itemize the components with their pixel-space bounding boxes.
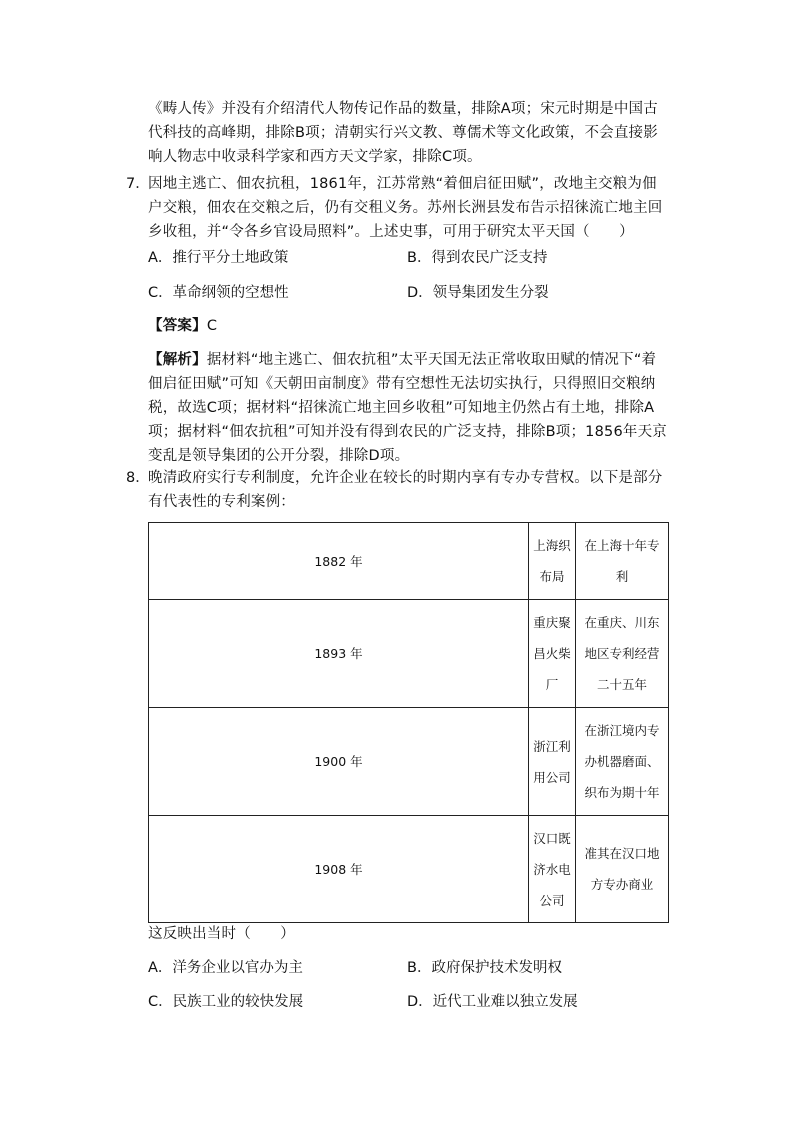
q8-option-b[interactable]: B．政府保护技术发明权 bbox=[407, 960, 562, 976]
right-line: 准其在汉口地 bbox=[584, 846, 660, 861]
q7-option-c[interactable]: C．革命纲领的空想性 bbox=[148, 285, 289, 301]
question-8-tail: 这反映出当时（ ） bbox=[148, 926, 295, 942]
company-line: 公司 bbox=[539, 892, 565, 908]
previous-explanation: 《畴人传》并没有介绍清代人物传记作品的数量，排除A项；宋元时期是中国古代科技的高峰期，排除B项；清朝实行兴文教、尊儒术等文化政策，不会直接影响人物志中收录科学家和西方天文学家，排除C项。 bbox=[148, 101, 658, 165]
right-line: 利 bbox=[615, 569, 629, 584]
table-row bbox=[149, 600, 669, 708]
question-7-number: 7． bbox=[126, 176, 150, 192]
company-line: 用公司 bbox=[533, 769, 571, 785]
q8-option-c[interactable]: C．民族工业的较快发展 bbox=[148, 994, 304, 1010]
company-line: 厂 bbox=[545, 677, 559, 692]
company-line: 重庆聚 bbox=[533, 615, 571, 630]
q7-analysis bbox=[148, 348, 668, 468]
patent-right-cell bbox=[576, 600, 669, 708]
right-line: 织布为期十年 bbox=[584, 785, 660, 800]
company-line: 昌火柴 bbox=[533, 646, 571, 661]
company-line: 浙江利 bbox=[533, 738, 571, 754]
year-cell: 1908 年 bbox=[149, 816, 529, 923]
q7-option-b[interactable]: B．得到农民广泛支持 bbox=[407, 250, 548, 266]
company-line: 上海织 bbox=[533, 538, 571, 553]
company-cell bbox=[529, 523, 576, 600]
right-line: 在重庆、川东 bbox=[584, 615, 660, 630]
company-cell bbox=[529, 708, 576, 816]
analysis-tag: 【解析】 bbox=[148, 352, 207, 368]
right-line: 办机器磨面、 bbox=[584, 754, 660, 769]
q7-answer bbox=[148, 314, 668, 338]
year-cell: 1882 年 bbox=[149, 523, 529, 600]
company-cell bbox=[529, 600, 576, 708]
table-row bbox=[149, 816, 669, 923]
right-line: 方专办商业 bbox=[590, 877, 654, 892]
question-8-stem: 晚清政府实行专利制度，允许企业在较长的时期内享有专办专营权。以下是部分有代表性的专利案例： bbox=[148, 470, 663, 510]
analysis-text: 据材料“地主逃亡、佃农抗租”太平天国无法正常收取田赋的情况下“着佃启征田赋”可知《天朝田亩制度》带有空想性无法切实执行，只得照旧交粮纳税，故选C项；据材料“招徕流亡地主回乡收租”可知地主仍然占有土地，排除A项；据材料“佃农抗租”可知并没有得到农民的广泛支持，排除B项；1856年天京变乱是领导集团的公开分裂，排除D项。 bbox=[148, 352, 667, 464]
question-7-stem: 因地主逃亡、佃农抗租，1861年，江苏常熟“着佃启征田赋”，改地主交粮为佃户交粮，佃农在交粮之后，仍有交租义务。苏州长洲县发布告示招徕流亡地主回乡收租，并“令各乡官设局照料”。上述史事，可用于研究太平天国（ ） bbox=[148, 176, 663, 240]
q8-option-d[interactable]: D．近代工业难以独立发展 bbox=[407, 994, 578, 1010]
q8-option-a[interactable]: A．洋务企业以官办为主 bbox=[148, 960, 303, 976]
year-cell: 1900 年 bbox=[149, 708, 529, 816]
question-8-number: 8． bbox=[126, 470, 150, 486]
company-cell bbox=[529, 816, 576, 923]
right-line: 在浙江境内专 bbox=[584, 723, 660, 738]
year-cell: 1893 年 bbox=[149, 600, 529, 708]
answer-value: C bbox=[206, 318, 218, 334]
right-line: 地区专利经营 bbox=[584, 646, 660, 661]
patent-right-cell bbox=[576, 708, 669, 816]
table-row bbox=[149, 708, 669, 816]
right-line: 在上海十年专 bbox=[584, 538, 660, 553]
company-line: 济水电 bbox=[533, 861, 571, 877]
company-line: 汉口既 bbox=[533, 830, 571, 846]
company-line: 布局 bbox=[539, 569, 565, 584]
q7-option-d[interactable]: D．领导集团发生分裂 bbox=[407, 285, 549, 301]
q7-option-a[interactable]: A．推行平分土地政策 bbox=[148, 250, 289, 266]
right-line: 二十五年 bbox=[596, 677, 647, 692]
patent-cases-table bbox=[148, 522, 669, 923]
table-row bbox=[149, 523, 669, 600]
patent-right-cell bbox=[576, 523, 669, 600]
patent-right-cell bbox=[576, 816, 669, 923]
answer-tag: 【答案】 bbox=[148, 318, 207, 334]
